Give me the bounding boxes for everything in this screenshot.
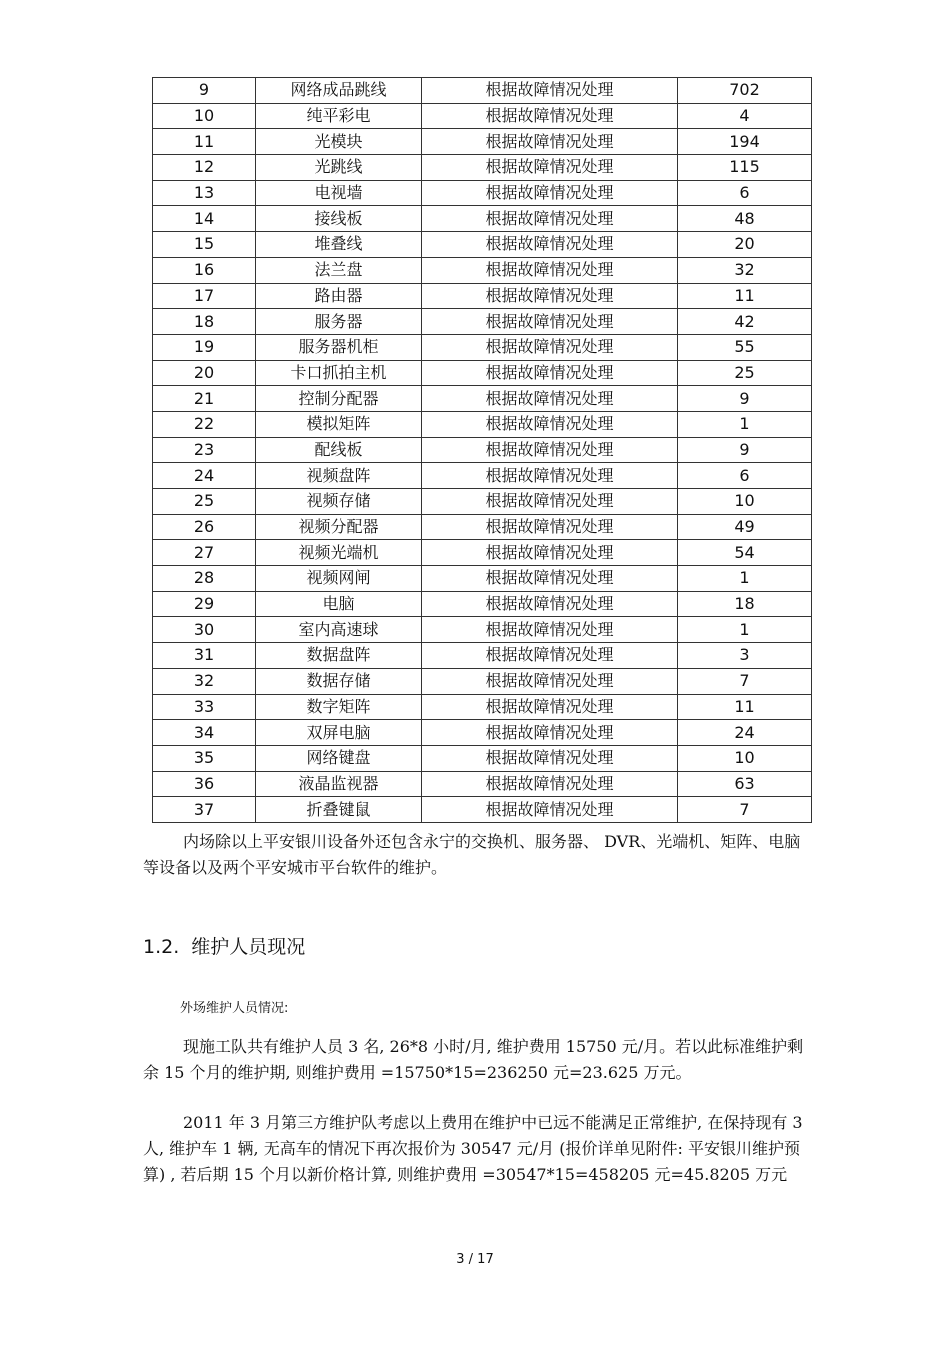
- equipment-name-cell: 数据盘阵: [256, 643, 422, 669]
- row-index-cell: 27: [153, 540, 256, 566]
- row-index-cell: 14: [153, 206, 256, 232]
- table-row: [153, 360, 812, 386]
- quantity-cell: 63: [678, 771, 812, 797]
- quantity-cell: 194: [678, 129, 812, 155]
- table-row: [153, 257, 812, 283]
- quantity-cell: 10: [678, 745, 812, 771]
- table-row: [153, 617, 812, 643]
- handling-method-cell: 根据故障情况处理: [422, 309, 678, 335]
- inner-maintenance-note: 内场除以上平安银川设备外还包含永宁的交换机、服务器、 DVR、光端机、矩阵、电脑等设备以及两个平安城市平台软件的维护。: [143, 832, 801, 877]
- row-index-cell: 30: [153, 617, 256, 643]
- row-index-cell: 35: [153, 745, 256, 771]
- table-row: [153, 745, 812, 771]
- equipment-name-cell: 视频网闸: [256, 566, 422, 592]
- row-index-cell: 18: [153, 309, 256, 335]
- quantity-cell: 6: [678, 180, 812, 206]
- quantity-cell: 9: [678, 386, 812, 412]
- quantity-cell: 7: [678, 668, 812, 694]
- quantity-cell: 55: [678, 334, 812, 360]
- quantity-cell: 1: [678, 411, 812, 437]
- table-row: [153, 411, 812, 437]
- handling-method-cell: 根据故障情况处理: [422, 566, 678, 592]
- handling-method-cell: 根据故障情况处理: [422, 257, 678, 283]
- table-row: [153, 797, 812, 823]
- table-row: [153, 540, 812, 566]
- row-index-cell: 26: [153, 514, 256, 540]
- row-index-cell: 21: [153, 386, 256, 412]
- equipment-name-cell: 数字矩阵: [256, 694, 422, 720]
- equipment-name-cell: 电脑: [256, 591, 422, 617]
- field-staff-subheading: 外场维护人员情况:: [180, 1001, 289, 1016]
- handling-method-cell: 根据故障情况处理: [422, 129, 678, 155]
- row-index-cell: 29: [153, 591, 256, 617]
- quantity-cell: 1: [678, 566, 812, 592]
- row-index-cell: 34: [153, 720, 256, 746]
- section-number: 1.2.: [143, 936, 180, 958]
- table-row: [153, 489, 812, 515]
- quantity-cell: 11: [678, 283, 812, 309]
- table-row: [153, 668, 812, 694]
- row-index-cell: 16: [153, 257, 256, 283]
- equipment-name-cell: 配线板: [256, 437, 422, 463]
- quantity-cell: 49: [678, 514, 812, 540]
- handling-method-cell: 根据故障情况处理: [422, 437, 678, 463]
- table-row: [153, 771, 812, 797]
- quantity-cell: 702: [678, 78, 812, 104]
- row-index-cell: 24: [153, 463, 256, 489]
- section-heading: [143, 932, 305, 959]
- handling-method-cell: 根据故障情况处理: [422, 206, 678, 232]
- handling-method-cell: 根据故障情况处理: [422, 745, 678, 771]
- handling-method-cell: 根据故障情况处理: [422, 334, 678, 360]
- equipment-name-cell: 视频存储: [256, 489, 422, 515]
- table-row: [153, 309, 812, 335]
- row-index-cell: 20: [153, 360, 256, 386]
- quantity-cell: 11: [678, 694, 812, 720]
- table-row: [153, 129, 812, 155]
- equipment-name-cell: 液晶监视器: [256, 771, 422, 797]
- row-index-cell: 15: [153, 232, 256, 258]
- equipment-name-cell: 数据存储: [256, 668, 422, 694]
- equipment-name-cell: 室内高速球: [256, 617, 422, 643]
- quantity-cell: 54: [678, 540, 812, 566]
- quantity-cell: 24: [678, 720, 812, 746]
- handling-method-cell: 根据故障情况处理: [422, 514, 678, 540]
- table-row: [153, 232, 812, 258]
- quantity-cell: 18: [678, 591, 812, 617]
- row-index-cell: 23: [153, 437, 256, 463]
- equipment-name-cell: 网络键盘: [256, 745, 422, 771]
- equipment-name-cell: 电视墙: [256, 180, 422, 206]
- equipment-name-cell: 控制分配器: [256, 386, 422, 412]
- quantity-cell: 42: [678, 309, 812, 335]
- quantity-cell: 10: [678, 489, 812, 515]
- table-row: [153, 591, 812, 617]
- equipment-name-cell: 法兰盘: [256, 257, 422, 283]
- table-row: [153, 720, 812, 746]
- equipment-name-cell: 视频分配器: [256, 514, 422, 540]
- quantity-cell: 32: [678, 257, 812, 283]
- handling-method-cell: 根据故障情况处理: [422, 232, 678, 258]
- handling-method-cell: 根据故障情况处理: [422, 771, 678, 797]
- equipment-name-cell: 折叠键鼠: [256, 797, 422, 823]
- row-index-cell: 37: [153, 797, 256, 823]
- handling-method-cell: 根据故障情况处理: [422, 668, 678, 694]
- handling-method-cell: 根据故障情况处理: [422, 180, 678, 206]
- table-row: [153, 103, 812, 129]
- quantity-cell: 6: [678, 463, 812, 489]
- table-row: [153, 180, 812, 206]
- table-row: [153, 283, 812, 309]
- handling-method-cell: 根据故障情况处理: [422, 411, 678, 437]
- handling-method-cell: 根据故障情况处理: [422, 463, 678, 489]
- equipment-name-cell: 网络成品跳线: [256, 78, 422, 104]
- equipment-name-cell: 视频光端机: [256, 540, 422, 566]
- table-row: [153, 78, 812, 104]
- table-row: [153, 437, 812, 463]
- handling-method-cell: 根据故障情况处理: [422, 617, 678, 643]
- handling-method-cell: 根据故障情况处理: [422, 283, 678, 309]
- table-row: [153, 206, 812, 232]
- equipment-name-cell: 服务器机柜: [256, 334, 422, 360]
- row-index-cell: 25: [153, 489, 256, 515]
- table-row: [153, 514, 812, 540]
- section-title: 维护人员现况: [191, 936, 306, 958]
- handling-method-cell: 根据故障情况处理: [422, 360, 678, 386]
- row-index-cell: 9: [153, 78, 256, 104]
- table-row: [153, 386, 812, 412]
- quantity-cell: 3: [678, 643, 812, 669]
- quantity-cell: 9: [678, 437, 812, 463]
- handling-method-cell: 根据故障情况处理: [422, 155, 678, 181]
- equipment-name-cell: 双屏电脑: [256, 720, 422, 746]
- row-index-cell: 10: [153, 103, 256, 129]
- quantity-cell: 1: [678, 617, 812, 643]
- row-index-cell: 32: [153, 668, 256, 694]
- row-index-cell: 22: [153, 411, 256, 437]
- row-index-cell: 28: [153, 566, 256, 592]
- equipment-name-cell: 光模块: [256, 129, 422, 155]
- handling-method-cell: 根据故障情况处理: [422, 643, 678, 669]
- row-index-cell: 33: [153, 694, 256, 720]
- equipment-name-cell: 纯平彩电: [256, 103, 422, 129]
- row-index-cell: 11: [153, 129, 256, 155]
- equipment-table-wrapper: [152, 77, 811, 823]
- row-index-cell: 13: [153, 180, 256, 206]
- equipment-table: [152, 77, 812, 823]
- quantity-cell: 115: [678, 155, 812, 181]
- quantity-cell: 25: [678, 360, 812, 386]
- quantity-cell: 7: [678, 797, 812, 823]
- table-row: [153, 155, 812, 181]
- table-row: [153, 566, 812, 592]
- equipment-name-cell: 接线板: [256, 206, 422, 232]
- equipment-name-cell: 堆叠线: [256, 232, 422, 258]
- handling-method-cell: 根据故障情况处理: [422, 694, 678, 720]
- equipment-name-cell: 路由器: [256, 283, 422, 309]
- handling-method-cell: 根据故障情况处理: [422, 540, 678, 566]
- page-number: 3 / 17: [456, 1252, 494, 1267]
- table-row: [153, 643, 812, 669]
- table-row: [153, 694, 812, 720]
- quantity-cell: 20: [678, 232, 812, 258]
- quantity-cell: 48: [678, 206, 812, 232]
- row-index-cell: 19: [153, 334, 256, 360]
- table-row: [153, 334, 812, 360]
- equipment-name-cell: 视频盘阵: [256, 463, 422, 489]
- row-index-cell: 17: [153, 283, 256, 309]
- handling-method-cell: 根据故障情况处理: [422, 797, 678, 823]
- current-staff-paragraph: 现施工队共有维护人员 3 名, 26*8 小时/月, 维护费用 15750 元/月。若以此标准维护剩余 15 个月的维护期, 则维护费用 =15750*15=236250 元=23.625 万元。: [143, 1037, 804, 1082]
- handling-method-cell: 根据故障情况处理: [422, 591, 678, 617]
- handling-method-cell: 根据故障情况处理: [422, 386, 678, 412]
- handling-method-cell: 根据故障情况处理: [422, 78, 678, 104]
- equipment-name-cell: 光跳线: [256, 155, 422, 181]
- table-row: [153, 463, 812, 489]
- equipment-name-cell: 服务器: [256, 309, 422, 335]
- handling-method-cell: 根据故障情况处理: [422, 720, 678, 746]
- row-index-cell: 12: [153, 155, 256, 181]
- third-party-quote-paragraph: 2011 年 3 月第三方维护队考虑以上费用在维护中已远不能满足正常维护, 在保持现有 3 人, 维护车 1 辆, 无高车的情况下再次报价为 30547 元/月 (报价详单见附件: 平安银川维护预算) , 若后期 15 个月以新价格计算, 则维护费用 =30547*15=458205 元=45.8205 万元: [143, 1113, 803, 1184]
- equipment-name-cell: 模拟矩阵: [256, 411, 422, 437]
- handling-method-cell: 根据故障情况处理: [422, 489, 678, 515]
- equipment-name-cell: 卡口抓拍主机: [256, 360, 422, 386]
- row-index-cell: 31: [153, 643, 256, 669]
- quantity-cell: 4: [678, 103, 812, 129]
- handling-method-cell: 根据故障情况处理: [422, 103, 678, 129]
- row-index-cell: 36: [153, 771, 256, 797]
